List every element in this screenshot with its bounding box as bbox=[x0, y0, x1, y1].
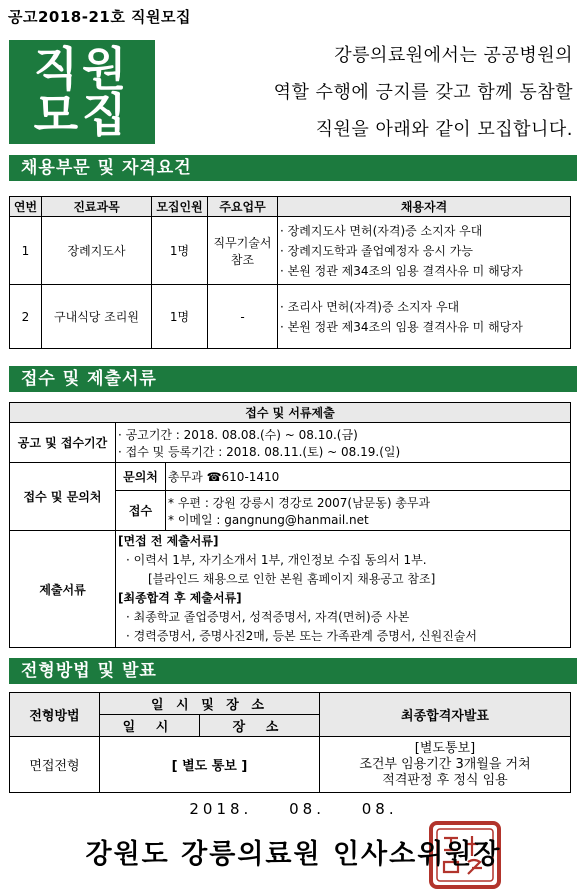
submission-table-title: 접수 및 서류제출 bbox=[10, 403, 571, 423]
signer: 강원도 강릉의료원 인사소위원장 bbox=[85, 839, 502, 870]
col-schedule: 일 시 및 장 소 bbox=[100, 693, 320, 715]
section1-title: 채용부문 및 자격요건 bbox=[9, 155, 577, 181]
schedule-value: [ 별도 통보 ] bbox=[100, 737, 320, 793]
col-qual: 채용자격 bbox=[278, 197, 571, 217]
row-no: 1 bbox=[10, 217, 42, 285]
section3-title: 전형방법 및 발표 bbox=[9, 658, 577, 684]
docs-after-line: · 경력증명서, 증명사진2매, 등본 또는 가족관계 증명서, 신원진술서 bbox=[126, 629, 477, 643]
col-count: 모집인원 bbox=[152, 197, 208, 217]
qual-item: · 장례지도학과 졸업예정자 응시 가능 bbox=[280, 243, 473, 258]
row-duty: 직무기술서 참조 bbox=[208, 217, 278, 285]
date-year: 2018. bbox=[189, 800, 253, 818]
docs-after-title: [최종합격 후 제출서류] bbox=[118, 591, 242, 605]
docs-before-title: [면접 전 제출서류] bbox=[118, 534, 219, 548]
date-day: 08. bbox=[361, 800, 398, 818]
table-row bbox=[10, 217, 571, 285]
logo-line1: 직원 bbox=[33, 42, 131, 96]
col-date: 일 시 bbox=[100, 715, 200, 737]
inquiry-value: 총무과 ☎610-1410 bbox=[166, 463, 571, 491]
docs-value bbox=[116, 531, 571, 648]
row-quals bbox=[278, 217, 571, 285]
recruit-logo bbox=[9, 40, 155, 144]
intro-text bbox=[165, 37, 573, 148]
period-line: · 접수 및 등록기간 : 2018. 08.11.(토) ~ 08.19.(일) bbox=[118, 444, 401, 459]
inquiry-label: 문의처 bbox=[116, 463, 166, 491]
qual-item: · 장례지도사 면허(자격)증 소지자 우대 bbox=[280, 223, 483, 238]
period-label: 공고 및 접수기간 bbox=[10, 423, 116, 463]
col-no: 연번 bbox=[10, 197, 42, 217]
final-line: [별도통보] bbox=[414, 740, 476, 756]
qual-item: · 조리사 면허(자격)증 소지자 우대 bbox=[280, 299, 460, 314]
col-place: 장 소 bbox=[200, 715, 320, 737]
col-final: 최종합격자발표 bbox=[320, 693, 571, 737]
intro-line: 강릉의료원에서는 공공병원의 bbox=[334, 45, 573, 66]
qual-item: · 본원 정관 제34조의 임용 결격사유 미 해당자 bbox=[280, 263, 523, 278]
announcement-date bbox=[0, 800, 587, 818]
receipt-label: 접수 bbox=[116, 491, 166, 531]
receipt-value bbox=[166, 491, 571, 531]
col-dept: 진료과목 bbox=[42, 197, 152, 217]
notice-number: 공고2018-21호 직원모집 bbox=[8, 8, 192, 26]
row-dept: 구내식당 조리원 bbox=[42, 285, 152, 349]
section2-title: 접수 및 제출서류 bbox=[9, 366, 577, 392]
qual-item: · 본원 정관 제34조의 임용 결격사유 미 해당자 bbox=[280, 319, 523, 334]
docs-before-line: · 이력서 1부, 자기소개서 1부, 개인정보 수집 동의서 1부. bbox=[126, 553, 427, 567]
docs-label: 제출서류 bbox=[10, 531, 116, 648]
contact-label: 접수 및 문의처 bbox=[10, 463, 116, 531]
final-line: 조건부 임용기간 3개월을 거쳐 bbox=[359, 756, 531, 772]
row-duty: - bbox=[208, 285, 278, 349]
final-value bbox=[320, 737, 571, 793]
col-duty: 주요업무 bbox=[208, 197, 278, 217]
date-month: 08. bbox=[289, 800, 325, 818]
row-quals bbox=[278, 285, 571, 349]
table-row bbox=[10, 285, 571, 349]
final-line: 적격판정 후 정식 임용 bbox=[382, 772, 508, 788]
docs-before-line: [블라인드 채용으로 인한 본원 홈페이지 채용공고 참조] bbox=[148, 572, 436, 586]
row-no: 2 bbox=[10, 285, 42, 349]
submission-table bbox=[9, 402, 571, 648]
row-count: 1명 bbox=[152, 285, 208, 349]
row-count: 1명 bbox=[152, 217, 208, 285]
method-value: 면접전형 bbox=[10, 737, 100, 793]
period-value bbox=[116, 423, 571, 463]
qualification-table bbox=[9, 196, 571, 349]
logo-line2: 모집 bbox=[33, 88, 131, 142]
row-dept: 장례지도사 bbox=[42, 217, 152, 285]
receipt-line: * 이메일 : gangnung@hanmail.net bbox=[168, 512, 369, 527]
docs-after-line: · 최종학교 졸업증명서, 성적증명서, 자격(면허)증 사본 bbox=[126, 610, 410, 624]
intro-line: 역할 수행에 긍지를 갖고 함께 동참할 bbox=[273, 82, 573, 103]
col-method: 전형방법 bbox=[10, 693, 100, 737]
intro-line: 직원을 아래와 같이 모집합니다. bbox=[315, 119, 573, 140]
receipt-line: * 우편 : 강원 강릉시 경강로 2007(남문동) 총무과 bbox=[168, 495, 431, 510]
selection-table bbox=[9, 692, 571, 793]
period-line: · 공고기간 : 2018. 08.08.(수) ~ 08.10.(금) bbox=[118, 427, 358, 442]
